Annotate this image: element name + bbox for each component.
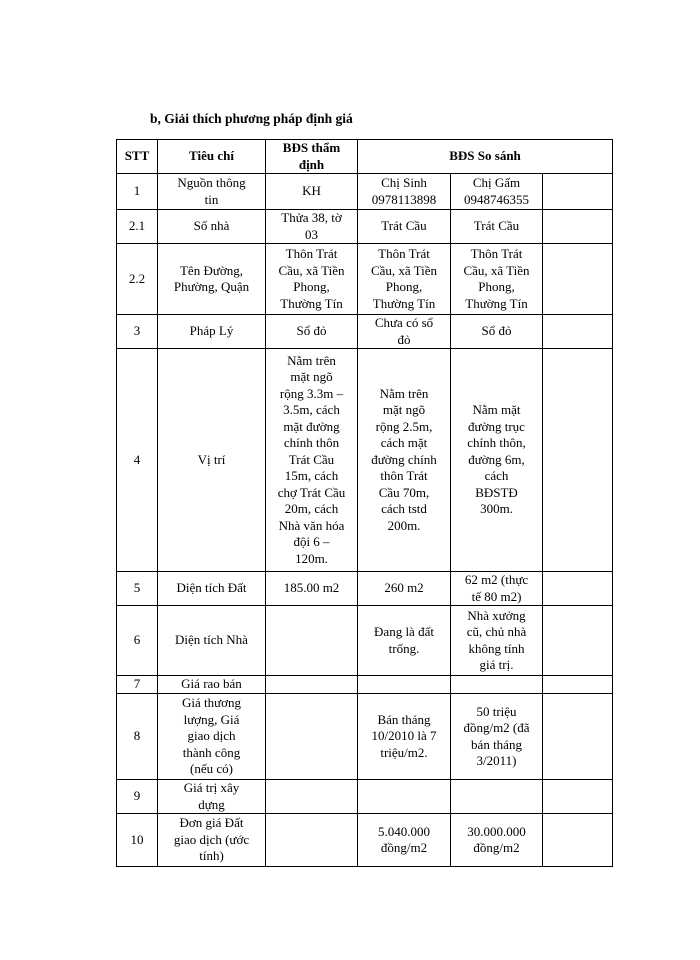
cell-comparable-1: Trát Cầu: [358, 210, 451, 244]
header-subject-property: BĐS thẩm định: [266, 140, 358, 174]
cell-stt: 5: [117, 572, 158, 606]
cell-comparable-2: Sổ đỏ: [451, 315, 543, 349]
cell-criteria: Tên Đường, Phường, Quận: [158, 244, 266, 315]
cell-stt: 2.1: [117, 210, 158, 244]
cell-comparable-2: [451, 676, 543, 694]
cell-criteria: Diện tích Đất: [158, 572, 266, 606]
cell-stt: 9: [117, 780, 158, 814]
cell-subject: [266, 694, 358, 780]
header-stt: STT: [117, 140, 158, 174]
cell-comparable-3: [543, 174, 613, 210]
section-heading: b, Giải thích phương pháp định giá: [150, 111, 353, 126]
table-row: [117, 572, 613, 606]
cell-stt: 8: [117, 694, 158, 780]
cell-criteria: Giá thương lượng, Giá giao dịch thành công (nếu có): [158, 694, 266, 780]
cell-comparable-1: Bán tháng 10/2010 là 7 triệu/m2.: [358, 694, 451, 780]
cell-subject: Nằm trên mặt ngõ rộng 3.3m – 3.5m, cách mặt đường chính thôn Trát Cầu 15m, cách chợ Trát Cầu 20m, cách Nhà văn hóa đội 6 – 120m.: [266, 349, 358, 572]
cell-subject: KH: [266, 174, 358, 210]
cell-comparable-1: [358, 676, 451, 694]
table-row: [117, 315, 613, 349]
cell-subject: [266, 780, 358, 814]
cell-criteria: Vị trí: [158, 349, 266, 572]
cell-stt: 4: [117, 349, 158, 572]
table-row: [117, 694, 613, 780]
cell-comparable-1: Thôn Trát Cầu, xã Tiền Phong, Thường Tín: [358, 244, 451, 315]
table-row: [117, 244, 613, 315]
cell-stt: 6: [117, 606, 158, 676]
cell-comparable-1: 5.040.000 đồng/m2: [358, 814, 451, 867]
cell-comparable-3: [543, 606, 613, 676]
cell-criteria: Pháp Lý: [158, 315, 266, 349]
cell-comparable-2: Thôn Trát Cầu, xã Tiền Phong, Thường Tín: [451, 244, 543, 315]
cell-subject: 185.00 m2: [266, 572, 358, 606]
cell-criteria: Nguồn thông tin: [158, 174, 266, 210]
cell-comparable-1: 260 m2: [358, 572, 451, 606]
cell-subject: Sổ đỏ: [266, 315, 358, 349]
cell-comparable-3: [543, 572, 613, 606]
cell-stt: 7: [117, 676, 158, 694]
table-row: [117, 210, 613, 244]
cell-subject: [266, 676, 358, 694]
table-header-row: [117, 140, 613, 174]
cell-comparable-2: [451, 780, 543, 814]
cell-subject: [266, 814, 358, 867]
cell-comparable-1: Chưa có sổ đỏ: [358, 315, 451, 349]
cell-comparable-1: Nằm trên mặt ngõ rộng 2.5m, cách mặt đường chính thôn Trát Cầu 70m, cách tstd 200m.: [358, 349, 451, 572]
cell-comparable-3: [543, 676, 613, 694]
cell-comparable-2: Nhà xưởng cũ, chủ nhà không tính giá trị.: [451, 606, 543, 676]
cell-comparable-1: [358, 780, 451, 814]
cell-subject: Thôn Trát Cầu, xã Tiền Phong, Thường Tín: [266, 244, 358, 315]
table-row: [117, 780, 613, 814]
cell-comparable-3: [543, 349, 613, 572]
cell-comparable-1: Đang là đất trống.: [358, 606, 451, 676]
cell-comparable-3: [543, 814, 613, 867]
table-row: [117, 349, 613, 572]
header-comparable-properties: BĐS So sánh: [358, 140, 613, 174]
table-row: [117, 676, 613, 694]
cell-comparable-2: Chị Gấm 0948746355: [451, 174, 543, 210]
cell-subject: Thửa 38, tờ 03: [266, 210, 358, 244]
valuation-comparison-table: [116, 139, 613, 867]
cell-comparable-3: [543, 780, 613, 814]
cell-comparable-2: 62 m2 (thực tế 80 m2): [451, 572, 543, 606]
cell-criteria: Số nhà: [158, 210, 266, 244]
table-row: [117, 174, 613, 210]
cell-comparable-3: [543, 244, 613, 315]
header-criteria: Tiêu chí: [158, 140, 266, 174]
cell-subject: [266, 606, 358, 676]
cell-comparable-3: [543, 315, 613, 349]
cell-stt: 10: [117, 814, 158, 867]
cell-criteria: Đơn giá Đất giao dịch (ước tính): [158, 814, 266, 867]
cell-comparable-2: Trát Cầu: [451, 210, 543, 244]
cell-comparable-2: 30.000.000 đồng/m2: [451, 814, 543, 867]
cell-stt: 2.2: [117, 244, 158, 315]
cell-stt: 1: [117, 174, 158, 210]
cell-comparable-3: [543, 210, 613, 244]
cell-criteria: Giá rao bán: [158, 676, 266, 694]
table-row: [117, 814, 613, 867]
cell-stt: 3: [117, 315, 158, 349]
cell-comparable-2: Nằm mặt đường trục chính thôn, đường 6m, cách BĐSTĐ 300m.: [451, 349, 543, 572]
cell-comparable-1: Chị Sinh 0978113898: [358, 174, 451, 210]
cell-comparable-2: 50 triệu đồng/m2 (đã bán tháng 3/2011): [451, 694, 543, 780]
table-row: [117, 606, 613, 676]
cell-criteria: Diện tích Nhà: [158, 606, 266, 676]
cell-comparable-3: [543, 694, 613, 780]
cell-criteria: Giá trị xây dựng: [158, 780, 266, 814]
